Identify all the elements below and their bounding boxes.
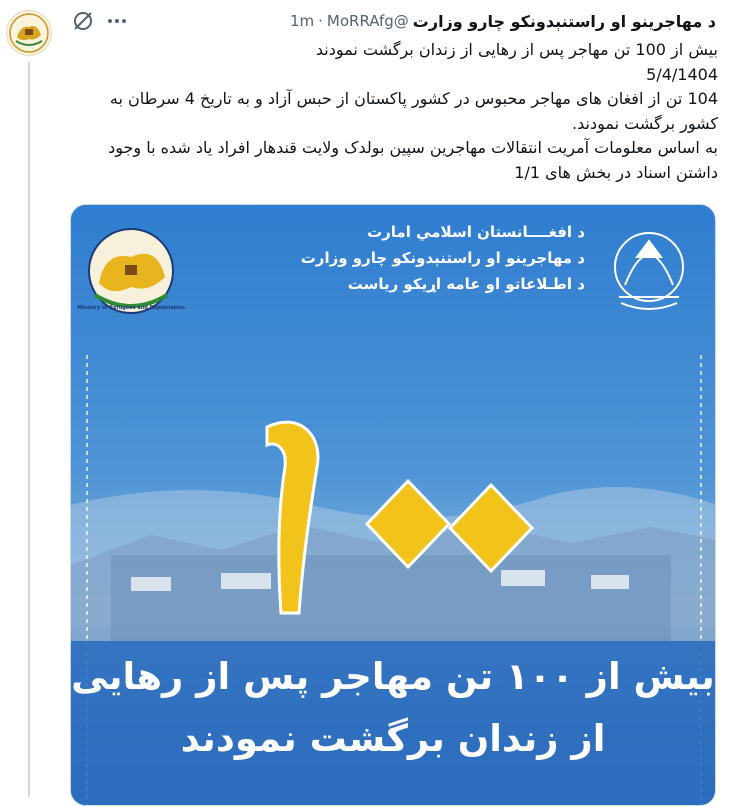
separator: · (318, 12, 323, 30)
ministry-lines (301, 219, 585, 297)
more-icon[interactable] (104, 8, 130, 34)
ministry-logo-icon (7, 11, 51, 55)
tweet-line-3: 104 تن از افغان های مهاجر محبوس در کشور پاکستان از حبس آزاد و به تاریخ 4 سرطان به کشور برگشت نمودند. (109, 89, 718, 133)
poster-headline-line-2: از زندان برگشت نمودند (180, 717, 606, 760)
tweet-line-4: به اساس معلومات آمریت انتقالات مهاجرین سپین بولدک ولایت قندهار افراد یاد شده با وجود داشتن اسناد در بخش های 1/1 (108, 138, 718, 182)
tweet-line-1: بیش از 100 تن مهاجر پس از رهایی از زندان برگشت نمودند (315, 40, 718, 59)
tweet-text (70, 38, 718, 185)
author-name[interactable]: د مهاجرينو او راستنېدونکو چارو وزارت (412, 11, 716, 31)
ministry-line-2: د مهاجرينو او راستنېدونکو چارو وزارت (300, 249, 585, 267)
ministry-line-1: د افغــــانستان اسلامي امارت (367, 223, 585, 241)
timestamp[interactable]: 1m (289, 12, 315, 30)
avatar[interactable] (6, 10, 52, 56)
tweet-header (70, 8, 716, 34)
poster-headline-line-1: بیش از ۱۰۰ تن مهاجر پس از رهایی (71, 655, 715, 698)
ministry-line-3: د اطـلاعاتو او عامه اړيکو رياست (347, 275, 585, 293)
thread-line (28, 62, 30, 797)
tweet-line-2: 5/4/1404 (646, 64, 718, 84)
grok-icon[interactable] (70, 8, 96, 34)
author-handle[interactable]: @MoRRAfg (326, 12, 409, 30)
avatar-column (6, 10, 54, 56)
logo-caption: Ministry of Refugees and Repatriation (77, 305, 185, 311)
tweet-image[interactable] (70, 204, 716, 806)
